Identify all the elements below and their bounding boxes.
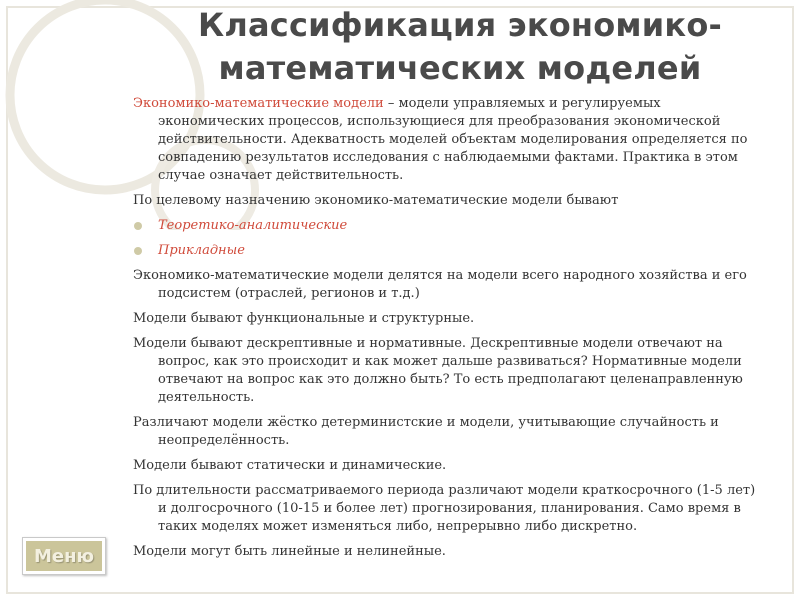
bullet-item-applied [133,242,763,260]
paragraph-descriptive-normative: Модели бывают дескрептивные и нормативные. Дескрептивные модели отвечают на вопрос, как это происходит и как может дальше развиваться? Нормативные модели отвечают на вопрос как это должно быть? То есть предполагают целенаправленную деятельность. [133,336,743,405]
bullet-item-theoretical [133,217,763,235]
menu-button-face[interactable] [26,541,102,571]
menu-button[interactable] [22,537,106,575]
bullet-dot-icon [134,247,142,255]
paragraph-economy-subsystems: Экономико-математические модели делятся на модели всего народного хозяйства и его подсистем (отраслей, регионов и т.д.) [133,268,747,301]
bullet-label: Прикладные [158,243,245,258]
bullet-dot-icon [134,222,142,230]
intro-text: – модели управляемых и регулируемых экономических процессов, использующиеся для преобразования экономической действительности. Адекватность моделей объектам моделирования определяется по совпадению результатов исследования с наблюдаемыми фактами. Практика в этом случае означает действительность. [158,96,748,183]
paragraph-functional-structural: Модели бывают функциональные и структурные. [133,311,475,326]
slide-body [133,95,763,568]
paragraph-static-dynamic: Модели бывают статически и динамические. [133,458,447,473]
bullet-label: Теоретико-аналитические [158,218,348,233]
paragraph-deterministic: Различают модели жёстко детерминистские и модели, учитывающие случайность и неопределённость. [133,415,719,448]
paragraph-period: По длительности рассматриваемого периода различают модели краткосрочного (1-5 лет) и долгосрочного (10-15 и более лет) прогнозирования, планирования. Само время в таких моделях может изменяться либо, непрерывно либо дискретно. [133,483,756,534]
page-title [140,4,780,90]
intro-paragraph [133,95,763,185]
purpose-paragraph: По целевому назначению экономико-математические модели бывают [133,193,619,208]
title-line-2: математических моделей [218,49,702,87]
paragraph-linear: Модели могут быть линейные и нелинейные. [133,544,446,559]
intro-term: Экономико-математические модели [133,96,384,111]
title-line-1: Классификация экономико- [198,6,722,44]
menu-button-label: Меню [33,545,95,567]
